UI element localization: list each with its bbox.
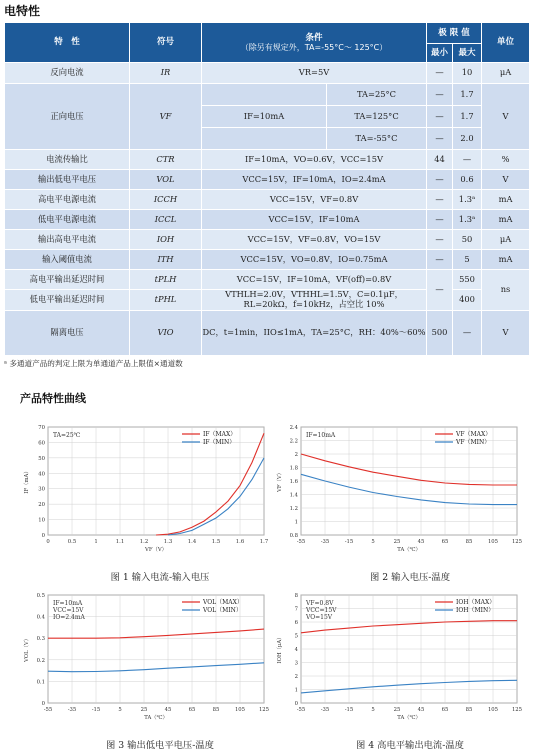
chart-caption-4: 图 4 高电平输出电流-温度 bbox=[356, 740, 464, 751]
y-tick-label: 1.4 bbox=[289, 492, 298, 499]
y-tick-label: 20 bbox=[38, 502, 45, 509]
x-tick-label: -15 bbox=[344, 707, 354, 713]
row-min: 44 bbox=[427, 150, 453, 170]
row-param: 输入阈值电流 bbox=[5, 250, 130, 270]
y-tick-label: 6 bbox=[294, 620, 298, 626]
y-tick-label: 70 bbox=[38, 425, 45, 431]
annotation: VCC=15V bbox=[306, 607, 337, 614]
legend-label: IF（MIN） bbox=[203, 439, 236, 446]
row-symbol: tPHL bbox=[130, 290, 202, 311]
row-param: 反向电流 bbox=[5, 63, 130, 84]
row-param: 高电平电源电流 bbox=[5, 190, 130, 210]
x-tick-label: 65 bbox=[188, 707, 196, 713]
x-tick-label: 1.6 bbox=[235, 539, 245, 545]
row-min: — bbox=[427, 250, 453, 270]
curves-title: 产品特性曲线 bbox=[20, 392, 86, 405]
y-tick-label: 2 bbox=[294, 452, 298, 458]
x-tick-label: 45 bbox=[417, 707, 425, 713]
y-tick-label: 2.2 bbox=[289, 438, 298, 445]
y-tick-label: 0.5 bbox=[36, 593, 45, 599]
x-tick-label: 1.4 bbox=[187, 539, 197, 545]
footnote: ᵃ 多通道产品的判定上限为单通道产品上限值×通道数 bbox=[4, 359, 183, 368]
x-tick-label: 0.5 bbox=[67, 539, 77, 545]
row-condition: IF=10mA，VO=0.6V，VCC=15V bbox=[202, 150, 427, 170]
row-symbol: tPLH bbox=[130, 270, 202, 290]
legend-label: VF（MAX） bbox=[456, 431, 492, 438]
y-tick-label: 0 bbox=[41, 533, 45, 539]
row-unit: V bbox=[482, 311, 530, 356]
row-max: 550 bbox=[453, 270, 482, 290]
row-condition: DC，t=1min，IIO≤1mA，TA=25°C，RH：40%～60% bbox=[202, 311, 427, 356]
y-tick-label: 1.8 bbox=[289, 465, 298, 472]
y-tick-label: 50 bbox=[38, 455, 45, 462]
y-tick-label: 5 bbox=[294, 633, 298, 640]
chart-if-vf bbox=[22, 421, 272, 555]
x-tick-label: -15 bbox=[344, 539, 354, 545]
y-tick-label: 0.2 bbox=[36, 657, 45, 664]
legend-label: VOL（MAX） bbox=[203, 599, 243, 606]
row-param: 电流传输比 bbox=[5, 150, 130, 170]
legend-label: VF（MIN） bbox=[456, 439, 491, 446]
row-unit: μA bbox=[482, 230, 530, 250]
row-condition: VCC=15V，IF=10mA，IO=2.4mA bbox=[202, 170, 427, 190]
x-tick-label: 85 bbox=[465, 539, 473, 545]
header-condition bbox=[202, 23, 427, 63]
y-tick-label: 0.4 bbox=[36, 614, 45, 621]
y-tick-label: 0 bbox=[41, 701, 45, 707]
row-min: 500 bbox=[427, 311, 453, 356]
row-condition: IF=10mA TA=125°C bbox=[202, 106, 427, 128]
section-title: 电特性 bbox=[4, 4, 41, 18]
row-unit: V bbox=[482, 84, 530, 150]
x-tick-label: 0 bbox=[46, 539, 50, 545]
row-max: 1.7 bbox=[453, 106, 482, 128]
x-tick-label: 5 bbox=[371, 539, 375, 545]
row-min: — bbox=[427, 128, 453, 150]
row-max: 2.0 bbox=[453, 128, 482, 150]
row-param: 正向电压 bbox=[5, 84, 130, 150]
y-tick-label: 2 bbox=[294, 674, 298, 680]
row-condition: VCC=15V，IF=10mA bbox=[202, 210, 427, 230]
row-min: — bbox=[427, 106, 453, 128]
y-tick-label: 0.1 bbox=[36, 679, 45, 686]
y-tick-label: 4 bbox=[294, 647, 298, 653]
chart-vol-temp bbox=[22, 589, 272, 723]
row-min: — bbox=[427, 210, 453, 230]
annotation: TA=25℃ bbox=[53, 432, 81, 439]
y-tick-label: 30 bbox=[38, 486, 45, 493]
row-symbol: VF bbox=[130, 84, 202, 150]
row-symbol: IOH bbox=[130, 230, 202, 250]
x-tick-label: 45 bbox=[164, 707, 172, 713]
x-tick-label: 1.1 bbox=[115, 539, 125, 545]
x-tick-label: -35 bbox=[67, 707, 77, 713]
row-unit: mA bbox=[482, 250, 530, 270]
x-tick-label: -35 bbox=[320, 707, 330, 713]
row-min: — bbox=[427, 270, 453, 311]
row-min: — bbox=[427, 170, 453, 190]
row-unit: mA bbox=[482, 210, 530, 230]
x-tick-label: -55 bbox=[296, 707, 306, 713]
row-unit: ns bbox=[482, 270, 530, 311]
header-max: 最大 bbox=[453, 44, 482, 63]
row-condition: VCC=15V，VF=0.8V bbox=[202, 190, 427, 210]
row-unit: % bbox=[482, 150, 530, 170]
row-param: 低电平输出延迟时间 bbox=[5, 290, 130, 311]
row-param: 隔离电压 bbox=[5, 311, 130, 356]
header-cond-line1: 条件 bbox=[305, 32, 323, 43]
row-condition: VCC=15V，IF=10mA，VF(off)=0.8V bbox=[202, 270, 427, 290]
x-axis-label: VF（V） bbox=[145, 547, 167, 553]
row-condition: TA=-55°C bbox=[202, 128, 427, 150]
row-symbol: IR bbox=[130, 63, 202, 84]
y-axis-label: IF（mA） bbox=[24, 468, 30, 494]
x-tick-label: 1.5 bbox=[211, 539, 221, 545]
row-max: 1.3ᵃ bbox=[453, 190, 482, 210]
row-unit: V bbox=[482, 170, 530, 190]
row-min: — bbox=[427, 190, 453, 210]
legend-label: IF（MAX） bbox=[203, 431, 237, 438]
row-symbol: CTR bbox=[130, 150, 202, 170]
header-min: 最小 bbox=[427, 44, 453, 63]
row-min: — bbox=[427, 230, 453, 250]
x-tick-label: 5 bbox=[371, 707, 375, 713]
x-axis-label: TA（℃） bbox=[397, 715, 421, 721]
y-tick-label: 0.3 bbox=[36, 636, 45, 643]
y-tick-label: 1.2 bbox=[289, 506, 298, 512]
row-condition: VTHLH=2.0V，VTHHL=1.5V，C=0.1μF， RL=20kΩ，f=10kHz，占空比 10% bbox=[202, 290, 427, 311]
row-min: — bbox=[427, 63, 453, 84]
x-tick-label: 85 bbox=[212, 707, 220, 713]
y-tick-label: 8 bbox=[294, 593, 298, 599]
y-tick-label: 60 bbox=[38, 440, 45, 447]
row-param: 高电平输出延迟时间 bbox=[5, 270, 130, 290]
y-tick-label: 40 bbox=[38, 471, 45, 478]
y-axis-label: VOL（V） bbox=[24, 635, 30, 663]
x-tick-label: 1 bbox=[94, 539, 98, 545]
header-symbol: 符号 bbox=[130, 23, 202, 63]
legend-label: IOH（MAX） bbox=[456, 599, 496, 606]
x-tick-label: -55 bbox=[43, 707, 53, 713]
row-condition: VR=5V bbox=[202, 63, 427, 84]
row-max: 5 bbox=[453, 250, 482, 270]
x-tick-label: 25 bbox=[393, 707, 401, 713]
annotation: VCC=15V bbox=[53, 607, 84, 614]
y-axis-label: IOH（μA） bbox=[277, 634, 283, 664]
chart-ioh-temp bbox=[275, 589, 525, 723]
row-symbol: VOL bbox=[130, 170, 202, 190]
row-max: — bbox=[453, 150, 482, 170]
chart-caption-2: 图 2 输入电压-温度 bbox=[369, 572, 451, 583]
row-max: 1.7 bbox=[453, 84, 482, 106]
y-tick-label: 0 bbox=[294, 701, 298, 707]
header-unit: 单位 bbox=[482, 23, 530, 63]
y-tick-label: 1 bbox=[294, 519, 298, 526]
x-tick-label: 105 bbox=[487, 707, 499, 713]
row-max: 400 bbox=[453, 290, 482, 311]
row-symbol: ICCH bbox=[130, 190, 202, 210]
legend-label: VOL（MIN） bbox=[203, 607, 242, 614]
header-cond-line2: （除另有规定外，TA=-55°C～ 125°C） bbox=[240, 42, 388, 52]
row-param: 输出低电平电压 bbox=[5, 170, 130, 190]
y-axis-label: VF（V） bbox=[277, 470, 283, 492]
row-max: 10 bbox=[453, 63, 482, 84]
x-axis-label: TA（℃） bbox=[144, 715, 168, 721]
x-tick-label: 5 bbox=[118, 707, 122, 713]
y-tick-label: 1.6 bbox=[289, 479, 298, 485]
x-tick-label: 105 bbox=[234, 707, 246, 713]
x-tick-label: 85 bbox=[465, 707, 473, 713]
row-unit: mA bbox=[482, 190, 530, 210]
annotation: VO=15V bbox=[306, 614, 333, 621]
x-tick-label: 65 bbox=[441, 539, 449, 545]
x-tick-label: 105 bbox=[487, 539, 499, 545]
header-limit: 极 限 值 bbox=[427, 23, 482, 44]
row-min: — bbox=[427, 84, 453, 106]
row-unit: μA bbox=[482, 63, 530, 84]
x-axis-label: TA（℃） bbox=[397, 547, 421, 553]
annotation: IO=2.4mA bbox=[53, 614, 85, 621]
y-tick-label: 10 bbox=[38, 517, 45, 524]
annotation: IF=10mA bbox=[306, 432, 336, 439]
legend-label: IOH（MIN） bbox=[456, 607, 495, 614]
row-condition: TA=25°C bbox=[202, 84, 427, 106]
y-tick-label: 7 bbox=[294, 606, 298, 613]
x-tick-label: 65 bbox=[441, 707, 449, 713]
x-tick-label: 125 bbox=[511, 707, 523, 713]
y-tick-label: 0.8 bbox=[289, 533, 298, 539]
header-param: 特 性 bbox=[5, 23, 130, 63]
row-condition: VCC=15V，VO=0.8V，IO=0.75mA bbox=[202, 250, 427, 270]
row-max: 1.3ᵃ bbox=[453, 210, 482, 230]
chart-caption-3: 图 3 输出低电平电压-温度 bbox=[106, 740, 214, 751]
x-tick-label: 125 bbox=[258, 707, 270, 713]
x-tick-label: -55 bbox=[296, 539, 306, 545]
y-tick-label: 3 bbox=[294, 660, 298, 667]
row-max: 50 bbox=[453, 230, 482, 250]
x-tick-label: 1.7 bbox=[259, 539, 269, 545]
annotation: VF=0.8V bbox=[306, 600, 334, 607]
y-tick-label: 1 bbox=[294, 687, 298, 694]
x-tick-label: -15 bbox=[91, 707, 101, 713]
x-tick-label: 1.2 bbox=[139, 539, 149, 545]
y-tick-label: 2.4 bbox=[289, 425, 298, 431]
x-tick-label: 1.3 bbox=[163, 539, 173, 545]
row-max: — bbox=[453, 311, 482, 356]
chart-caption-1: 图 1 输入电流-输入电压 bbox=[110, 572, 210, 583]
row-symbol: ICCL bbox=[130, 210, 202, 230]
row-param: 输出高电平电流 bbox=[5, 230, 130, 250]
row-param: 低电平电源电流 bbox=[5, 210, 130, 230]
spec-table bbox=[4, 22, 530, 356]
x-tick-label: -35 bbox=[320, 539, 330, 545]
chart-vf-temp bbox=[275, 421, 525, 555]
row-symbol: VIO bbox=[130, 311, 202, 356]
x-tick-label: 25 bbox=[393, 539, 401, 545]
row-max: 0.6 bbox=[453, 170, 482, 190]
x-tick-label: 45 bbox=[417, 539, 425, 545]
x-tick-label: 125 bbox=[511, 539, 523, 545]
annotation: IF=10mA bbox=[53, 600, 83, 607]
x-tick-label: 25 bbox=[140, 707, 148, 713]
row-symbol: ITH bbox=[130, 250, 202, 270]
row-condition: VCC=15V，VF=0.8V，VO=15V bbox=[202, 230, 427, 250]
